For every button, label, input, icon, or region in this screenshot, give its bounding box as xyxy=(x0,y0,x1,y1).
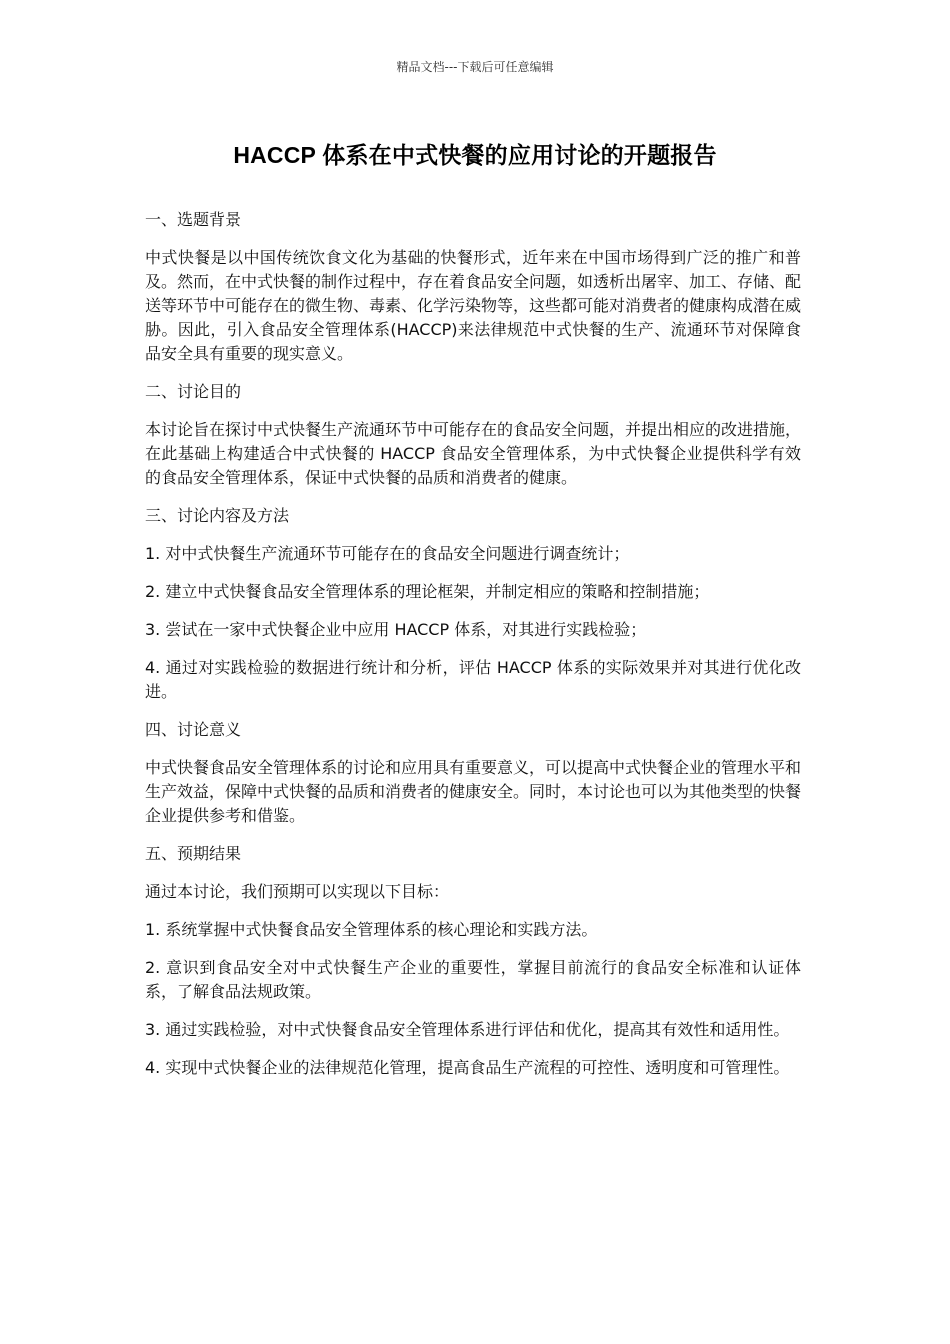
paragraph-significance: 中式快餐食品安全管理体系的讨论和应用具有重要意义，可以提高中式快餐企业的管理水平和生产效益，保障中式快餐的品质和消费者的健康安全。同时，本讨论也可以为其他类型的快餐企业提供参考和借鉴。 xyxy=(145,758,802,825)
list-item-expected-1: 1. 系统掌握中式快餐食品安全管理体系的核心理论和实践方法。 xyxy=(145,920,598,939)
document-title: HACCP 体系在中式快餐的应用讨论的开题报告 xyxy=(233,142,717,168)
section-heading-significance: 四、讨论意义 xyxy=(145,720,242,739)
paragraph-expected-intro: 通过本讨论，我们预期可以实现以下目标： xyxy=(145,882,450,901)
list-item-expected-2: 2. 意识到食品安全对中式快餐生产企业的重要性，掌握目前流行的食品安全标准和认证体系，了解食品法规政策。 xyxy=(145,958,801,1001)
list-item-expected-3: 3. 通过实践检验，对中式快餐食品安全管理体系进行评估和优化，提高其有效性和适用性。 xyxy=(145,1020,790,1039)
header-note: 精品文档---下载后可任意编辑 xyxy=(396,60,554,74)
list-item-expected-4: 4. 实现中式快餐企业的法律规范化管理，提高食品生产流程的可控性、透明度和可管理性。 xyxy=(145,1058,790,1077)
section-heading-background: 一、选题背景 xyxy=(145,210,242,229)
paragraph-background: 中式快餐是以中国传统饮食文化为基础的快餐形式，近年来在中国市场得到广泛的推广和普及。然而，在中式快餐的制作过程中，存在着食品安全问题，如透析出屠宰、加工、存储、配送等环节中可能存在的微生物、毒素、化学污染物等，这些都可能对消费者的健康构成潜在威胁。因此，引入食品安全管理体系(HACCP)来法律规范中式快餐的生产、流通环节对保障食品安全具有重要的现实意义。 xyxy=(145,248,802,363)
list-item-methods-1: 1. 对中式快餐生产流通环节可能存在的食品安全问题进行调查统计； xyxy=(145,544,630,563)
document-body xyxy=(145,208,801,1094)
section-heading-purpose: 二、讨论目的 xyxy=(145,382,242,401)
list-item-methods-4: 4. 通过对实践检验的数据进行统计和分析，评估 HACCP 体系的实际效果并对其进行优化改进。 xyxy=(145,658,801,701)
section-heading-methods: 三、讨论内容及方法 xyxy=(145,506,290,525)
section-heading-expected: 五、预期结果 xyxy=(145,844,242,863)
list-item-methods-2: 2. 建立中式快餐食品安全管理体系的理论框架，并制定相应的策略和控制措施； xyxy=(145,582,710,601)
paragraph-purpose: 本讨论旨在探讨中式快餐生产流通环节中可能存在的食品安全问题，并提出相应的改进措施，在此基础上构建适合中式快餐的 HACCP 食品安全管理体系，为中式快餐企业提供科学有效的食品安全管理体系，保证中式快餐的品质和消费者的健康。 xyxy=(145,420,802,487)
list-item-methods-3: 3. 尝试在一家中式快餐企业中应用 HACCP 体系，对其进行实践检验； xyxy=(145,620,647,639)
